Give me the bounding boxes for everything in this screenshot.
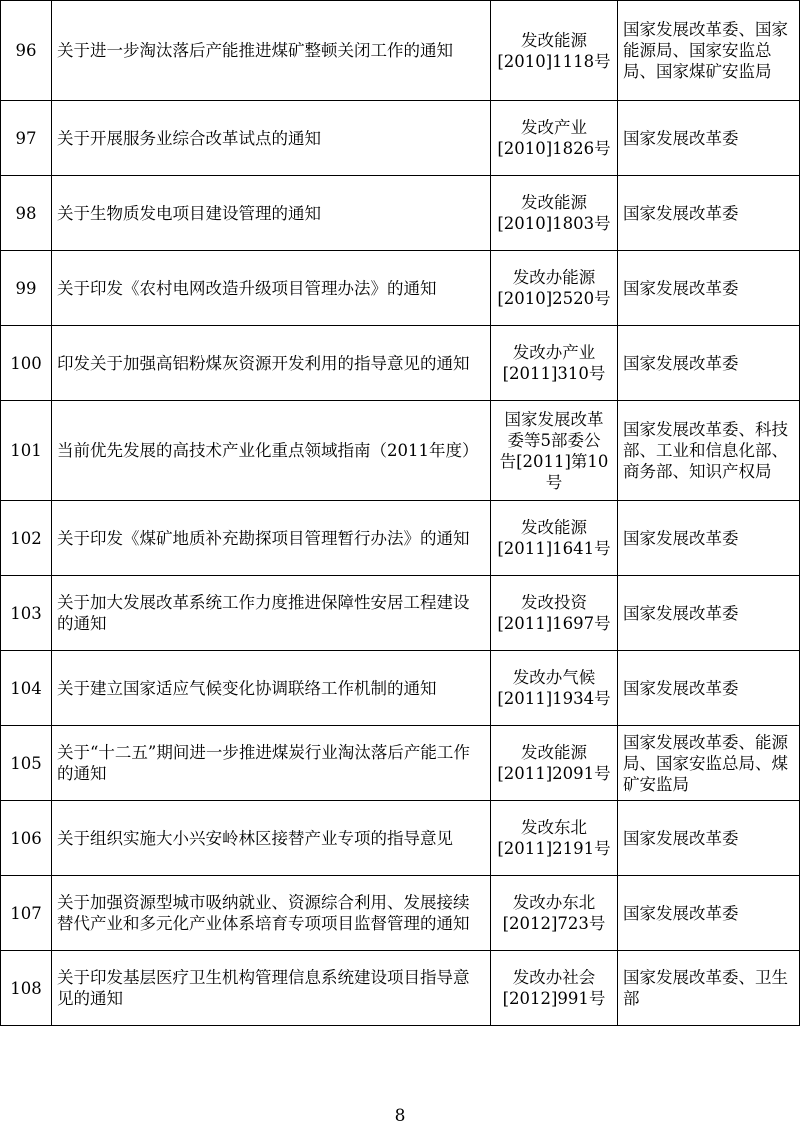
issuing-agency: 国家发展改革委 (618, 576, 800, 651)
document-title: 关于组织实施大小兴安岭林区接替产业专项的指导意见 (52, 801, 491, 876)
issuing-agency: 国家发展改革委、国家能源局、国家安监总局、国家煤矿安监局 (618, 1, 800, 101)
row-number: 100 (1, 326, 52, 401)
document-title: 当前优先发展的高技术产业化重点领域指南（2011年度） (52, 401, 491, 501)
document-title: 关于印发《农村电网改造升级项目管理办法》的通知 (52, 251, 491, 326)
issuing-agency: 国家发展改革委、卫生部 (618, 951, 800, 1026)
document-title: 关于生物质发电项目建设管理的通知 (52, 176, 491, 251)
document-number-line: 发改能源 (521, 30, 587, 50)
document-number-line: 国家发展改革 (504, 409, 604, 429)
document-title: 关于开展服务业综合改革试点的通知 (52, 101, 491, 176)
document-number-line: [2011]310号 (502, 364, 606, 383)
issuing-agency: 国家发展改革委 (618, 651, 800, 726)
document-number (491, 401, 618, 501)
document-number (491, 501, 618, 576)
document-number (491, 101, 618, 176)
row-number: 106 (1, 801, 52, 876)
table-row (1, 101, 800, 176)
document-number-line: 发改能源 (521, 193, 587, 212)
table-row (1, 876, 800, 951)
row-number: 108 (1, 951, 52, 1026)
table-body (1, 1, 800, 1026)
issuing-agency: 国家发展改革委、能源局、国家安监总局、煤矿安监局 (618, 726, 800, 801)
document-number-line: 号 (545, 472, 563, 492)
row-number: 104 (1, 651, 52, 726)
document-title: 关于建立国家适应气候变化协调联络工作机制的通知 (52, 651, 491, 726)
document-number (491, 251, 618, 326)
issuing-agency: 国家发展改革委 (618, 101, 800, 176)
document-title: 关于加强资源型城市吸纳就业、资源综合利用、发展接续替代产业和多元化产业体系培育专项项目监督管理的通知 (52, 876, 491, 951)
document-number-line: 告[2011]第10 (499, 451, 609, 471)
row-number: 103 (1, 576, 52, 651)
table-row (1, 401, 800, 501)
document-number-line: [2011]2191号 (497, 839, 611, 858)
document-title: 关于进一步淘汰落后产能推进煤矿整顿关闭工作的通知 (52, 1, 491, 101)
document-number-line: [2012]991号 (502, 989, 606, 1008)
document-number-line: 发改投资 (521, 593, 587, 612)
document-number-line: 发改东北 (521, 818, 587, 837)
document-title: 关于加大发展改革系统工作力度推进保障性安居工程建设的通知 (52, 576, 491, 651)
issuing-agency: 国家发展改革委 (618, 326, 800, 401)
row-number: 101 (1, 401, 52, 501)
document-number-line: [2011]1641号 (497, 539, 611, 558)
document-number-line: [2010]1118号 (497, 51, 611, 71)
document-number-line: 发改产业 (521, 118, 587, 137)
document-number-line: [2010]1803号 (497, 214, 611, 233)
document-title: 关于“十二五”期间进一步推进煤炭行业淘汰落后产能工作的通知 (52, 726, 491, 801)
issuing-agency: 国家发展改革委、科技部、工业和信息化部、商务部、知识产权局 (618, 401, 800, 501)
table-row (1, 801, 800, 876)
row-number: 102 (1, 501, 52, 576)
row-number: 99 (1, 251, 52, 326)
table-row (1, 1, 800, 101)
document-number-line: 发改办能源 (512, 268, 596, 287)
document-number-line: 发改办社会 (512, 968, 596, 987)
row-number: 96 (1, 1, 52, 101)
document-title: 关于印发基层医疗卫生机构管理信息系统建设项目指导意见的通知 (52, 951, 491, 1026)
document-number (491, 651, 618, 726)
document-number (491, 801, 618, 876)
document-number-line: [2010]2520号 (497, 289, 611, 308)
row-number: 107 (1, 876, 52, 951)
document-number (491, 876, 618, 951)
table-row (1, 501, 800, 576)
document-number-line: 发改能源 (521, 743, 587, 762)
document-number-line: [2011]2091号 (497, 764, 611, 783)
issuing-agency: 国家发展改革委 (618, 176, 800, 251)
table-row (1, 726, 800, 801)
table-row (1, 251, 800, 326)
document-number-line: 发改办东北 (512, 893, 596, 912)
document-number-line: 委等5部委公 (507, 430, 601, 450)
document-number (491, 576, 618, 651)
document-number (491, 1, 618, 101)
table-row (1, 576, 800, 651)
document-title: 印发关于加强高铝粉煤灰资源开发利用的指导意见的通知 (52, 326, 491, 401)
document-number-line: [2012]723号 (502, 914, 606, 933)
document-number-line: [2010]1826号 (497, 139, 611, 158)
document-number (491, 726, 618, 801)
document-number-line: 发改办产业 (512, 343, 596, 362)
document-number-line: [2011]1697号 (497, 614, 611, 633)
document-title: 关于印发《煤矿地质补充勘探项目管理暂行办法》的通知 (52, 501, 491, 576)
issuing-agency: 国家发展改革委 (618, 801, 800, 876)
document-number-line: 发改能源 (521, 518, 587, 537)
table-row (1, 326, 800, 401)
page-number: 8 (394, 1106, 406, 1126)
row-number: 97 (1, 101, 52, 176)
document-number-line: [2011]1934号 (497, 689, 611, 708)
document-number (491, 176, 618, 251)
issuing-agency: 国家发展改革委 (618, 501, 800, 576)
document-number (491, 326, 618, 401)
row-number: 98 (1, 176, 52, 251)
document-number (491, 951, 618, 1026)
issuing-agency: 国家发展改革委 (618, 876, 800, 951)
table-row (1, 651, 800, 726)
document-number-line: 发改办气候 (512, 668, 596, 687)
row-number: 105 (1, 726, 52, 801)
issuing-agency: 国家发展改革委 (618, 251, 800, 326)
table-row (1, 951, 800, 1026)
table-row (1, 176, 800, 251)
